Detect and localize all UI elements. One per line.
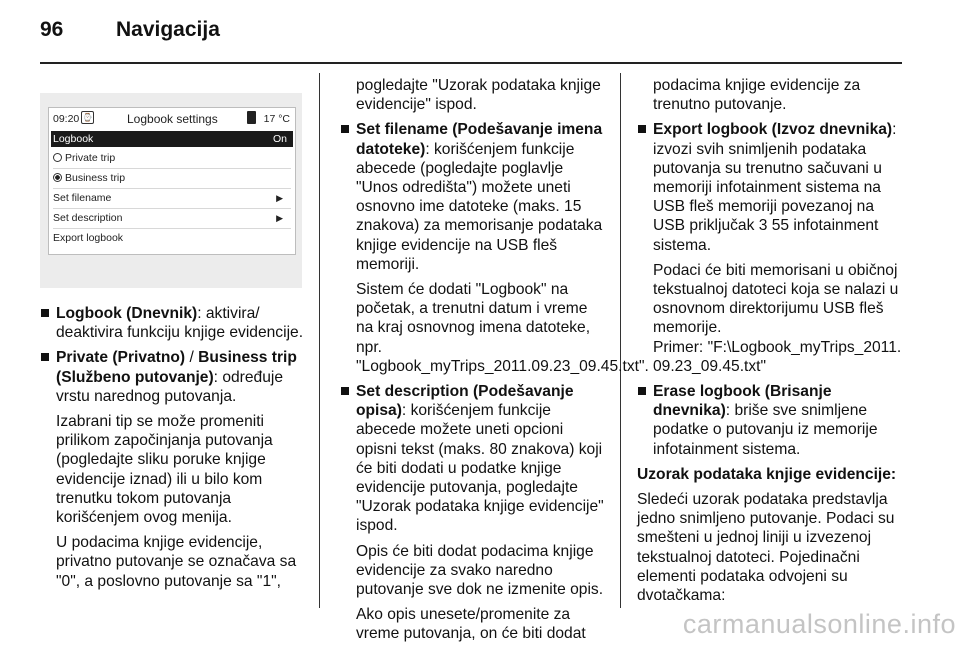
radio-off-icon [53,153,62,162]
description: : korišćenjem funkcije abecede možete uneti opcioni opisni tekst (maks. 80 znakova) koji će biti dodati u podatke knjige evidencije putovanja, pogledajte "Uzorak podataka knjige evidencije" ispod. [356,402,604,535]
menu-separator [53,228,291,229]
bullet-export-logbook [637,120,905,254]
infotainment-screen [48,107,296,255]
term: Private (Privatno) [56,349,186,367]
bullet-set-filename [340,120,606,274]
term: Export logbook (Izvoz dnevnika) [653,121,893,139]
description: : izvozi svih snimljenih podataka putovanja su trenutno sačuvani u memoriji infotainment sistema na USB fleš memoriji povezanoj na USB priključak [653,121,897,235]
menu-item-label: Business trip [65,172,126,184]
term: Erase logbook (Brisanje dnevnika) [653,383,832,420]
chevron-right-icon: ▶ [276,193,283,203]
description: : briše sve snimljene podatke o putovanju iz memorije infotainment sistema. [653,402,878,458]
term: Set description (Podešavanje opisa) [356,383,574,420]
menu-separator [53,168,291,169]
description: : aktivira/ deaktivira funkciju knjige evidencije. [56,305,304,342]
paragraph: Ako opis unesete/promenite za vreme putovanja, on će biti dodat [356,606,586,643]
text-column-3 [637,76,905,611]
menu-item-business-trip[interactable] [53,170,291,186]
header-rule [40,62,902,64]
menu-item-label: Logbook [53,133,94,145]
watermark: carmanualsonline.info [682,609,956,639]
screen-status-bar [49,108,295,130]
term: Business trip (Službeno putovanje) [56,349,297,386]
column-divider-1 [319,73,320,608]
description: : određuje vrstu narednog putovanja. [56,368,284,405]
example-path: Primer: "F:\Logbook_myTrips_2011.09.23_09.45.txt" [653,338,902,375]
bullet-set-description [340,382,606,536]
phone-icon [247,111,256,124]
page-reference: 3 55 infotainment sistema. [653,217,879,254]
paragraph: podacima knjige evidencije za trenutno putovanje. [653,77,861,114]
screen-temperature: 17 °C [263,113,290,125]
text-column-1 [40,304,308,597]
paragraph: Opis će biti dodat podacima knjige evidencije za svako naredno putovanje sve dok ne izmenite opis. [356,542,604,599]
menu-item-set-filename[interactable] [53,190,291,206]
description: : korišćenjem funkcije abecede (pogledajte poglavlje "Unos odredišta") možete uneti osnovno ime datoteke (maks. 15 znakova) za memorisanje podataka knjige evidencije na USB fleš memoriji. [356,140,603,273]
menu-item-logbook[interactable] [51,131,293,147]
subheading: Uzorak podataka knjige evidencije: [637,465,897,483]
paragraph: U podacima knjige evidencije, privatno putovanje se označava sa "0", a poslovno putovanje sa "1", [56,534,297,590]
paragraph: Sledeći uzorak podataka predstavlja jedno snimljeno putovanje. Podaci su smešteni u jednoj liniji u izvezenoj tekstualnoj datoteci. Pojedinačni elementi podataka odvojeni su dvotačkama: [637,491,895,605]
menu-item-export-logbook[interactable] [53,230,291,246]
bullet-erase-logbook [637,382,905,459]
text-column-2 [340,76,649,650]
radio-on-icon [53,173,62,182]
bullet-trip-type [40,348,308,406]
term: Set filename (Podešavanje imena datoteke) [356,121,603,158]
menu-item-label: Private trip [65,152,116,164]
menu-separator [53,208,291,209]
paragraph-text: Podaci će biti memorisani u običnoj tekstualnoj datoteci koja se nalazi u osnovnom direktorijumu USB fleš memorije. [653,261,899,337]
menu-item-set-description[interactable] [53,210,291,226]
menu-item-private-trip[interactable] [53,150,291,166]
term: Logbook (Dnevnik) [56,305,198,322]
paragraph: Sistem će dodati "Logbook" na početak, a trenutni datum i vreme na kraj osnovnog imena datoteke, npr. "Logbook_myTrips_2011.09.23_09.45.txt". [356,281,649,375]
screen-time: 09:20 [53,113,80,125]
logbook-settings-figure [40,93,302,288]
column-divider-2 [620,73,621,608]
chevron-right-icon: ▶ [276,213,283,223]
paragraph: Izabrani tip se može promeniti prilikom započinjanja putovanja (pogledajte sliku poruke knjige evidencije iznad) ili u bilo kom trenutku tokom putovanja korišćenjem ovog menija. [56,413,273,527]
paragraph: pogledajte "Uzorak podataka knjige evidencije" ispod. [356,77,601,114]
menu-separator [53,188,291,189]
page-header [40,18,220,48]
menu-item-label: Set description [53,212,123,224]
bullet-logbook [40,304,308,342]
section-title: Navigacija [116,18,220,41]
menu-item-value: On [272,133,287,145]
separator: / [185,349,199,367]
screen-title: Logbook settings [127,112,218,126]
menu-item-label: Set filename [53,192,112,204]
clock-icon: ⌚ [82,113,93,122]
page-number: 96 [40,18,64,41]
menu-item-label: Export logbook [53,232,124,244]
paragraph [637,261,905,376]
